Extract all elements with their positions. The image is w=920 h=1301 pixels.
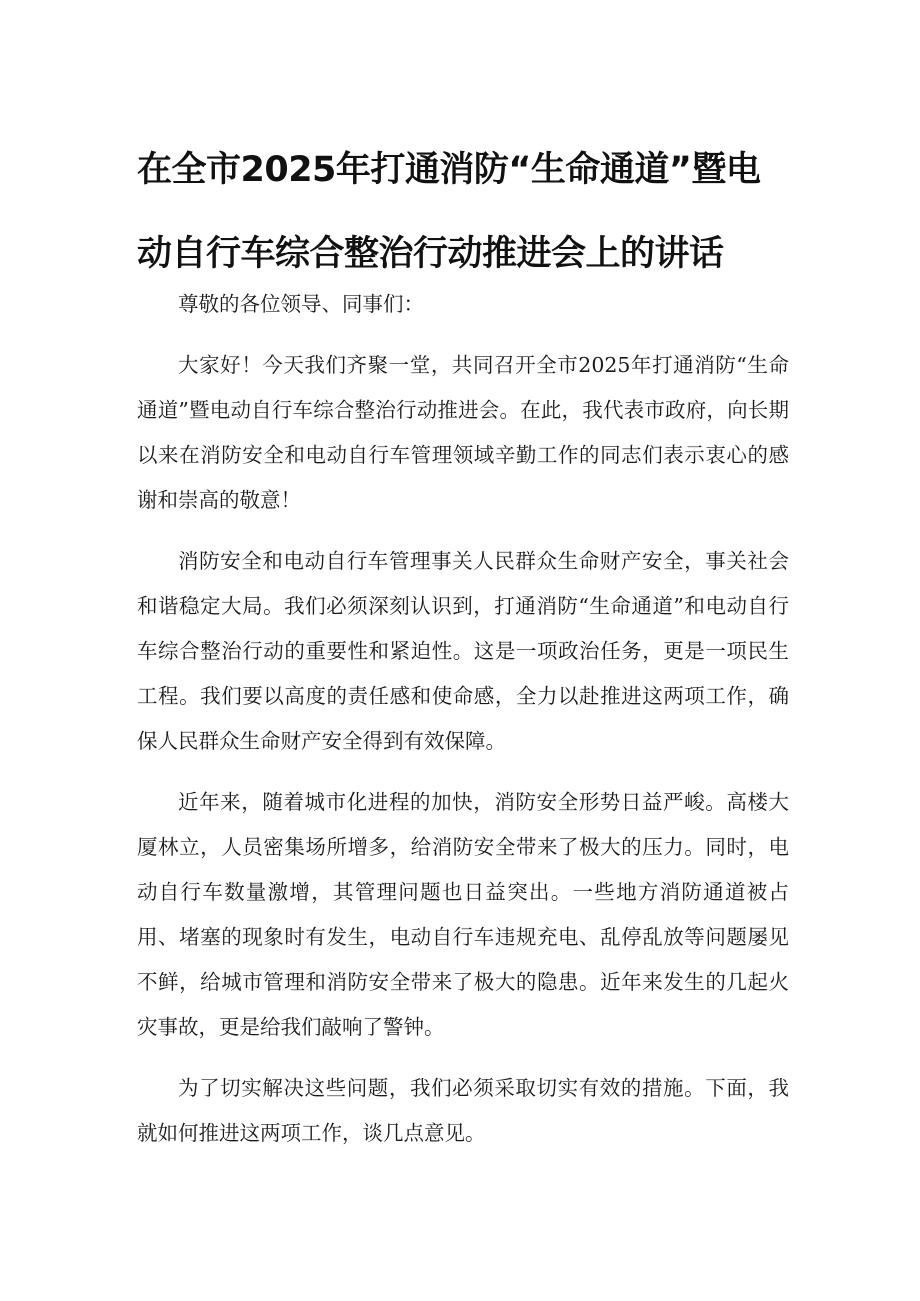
paragraph-1: 大家好！今天我们齐聚一堂，共同召开全市2025年打通消防“生命通道”暨电动自行车综合整治行动推进会。在此，我代表市政府，向长期以来在消防安全和电动自行车管理领域辛勤工作的同志们表示衷心的感谢和崇高的敬意！ [137, 353, 789, 512]
document-title: 在全市2025年打通消防“生命通道”暨电动自行车综合整治行动推进会上的讲话 [137, 150, 761, 274]
salutation: 尊敬的各位领导、同事们： [178, 292, 424, 316]
paragraph-4: 为了切实解决这些问题，我们必须采取切实有效的措施。下面，我就如何推进这两项工作，谈几点意见。 [137, 1076, 789, 1145]
paragraph-2: 消防安全和电动自行车管理事关人民群众生命财产安全，事关社会和谐稳定大局。我们必须深刻认识到，打通消防“生命通道”和电动自行车综合整治行动的重要性和紧迫性。这是一项政治任务，更是一项民生工程。我们要以高度的责任感和使命感，全力以赴推进这两项工作，确保人民群众生命财产安全得到有效保障。 [137, 549, 789, 753]
document-body [137, 282, 789, 1156]
paragraph-3: 近年来，随着城市化进程的加快，消防安全形势日益严峻。高楼大厦林立，人员密集场所增多，给消防安全带来了极大的压力。同时，电动自行车数量激增，其管理问题也日益突出。一些地方消防通道被占用、堵塞的现象时有发生，电动自行车违规充电、乱停乱放等问题屡见不鲜，给城市管理和消防安全带来了极大的隐患。近年来发生的几起火灾事故，更是给我们敲响了警钟。 [137, 790, 789, 1039]
